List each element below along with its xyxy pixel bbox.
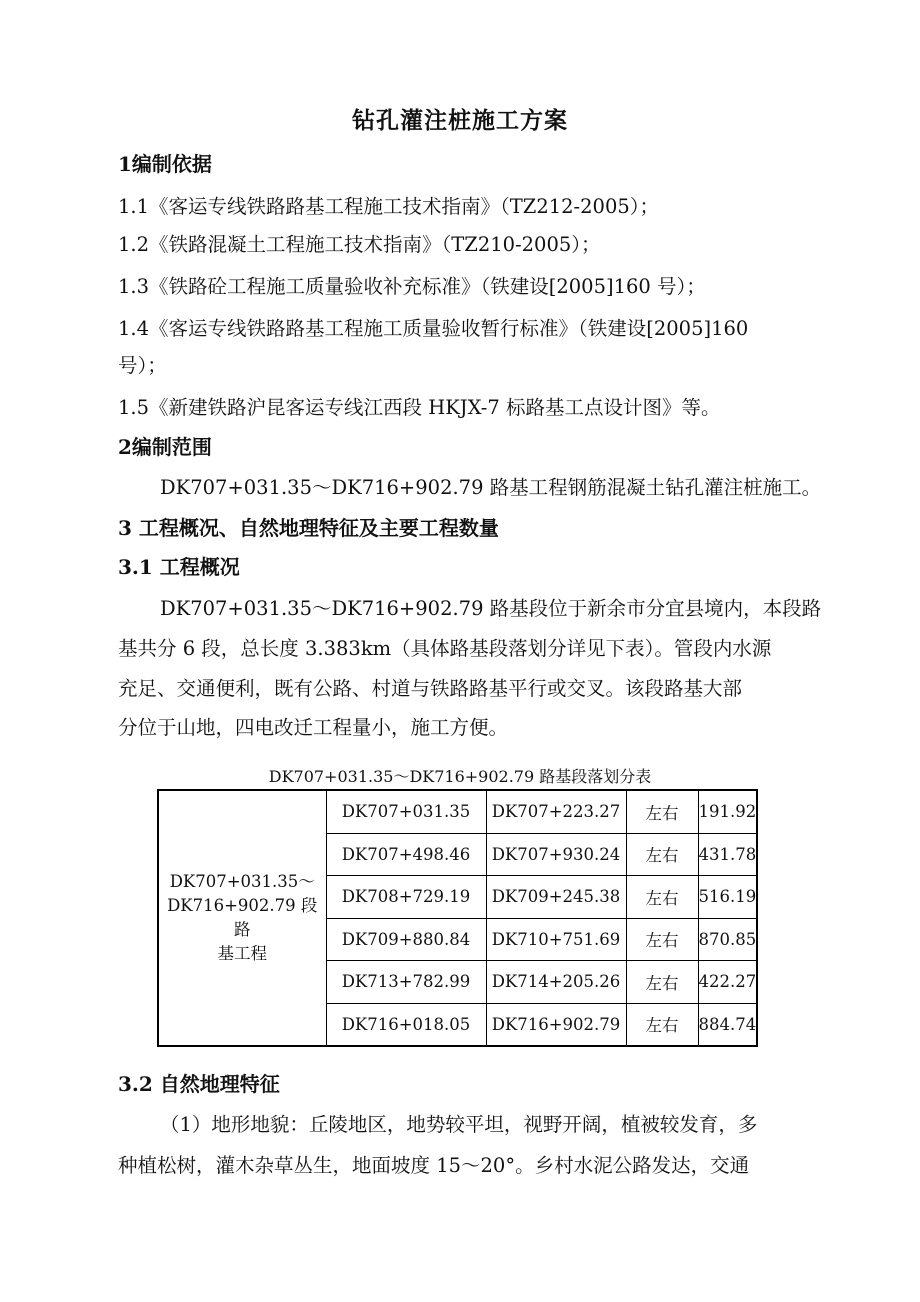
segment-group-name-line: 基工程 [217, 944, 267, 963]
length-cell: 884.74 [698, 1003, 757, 1046]
reference-item: 1.3《铁路砼工程施工质量验收补充标准》（铁建设[2005]160 号）； [118, 275, 706, 298]
overview-line: 充足、交通便利，既有公路、村道与铁路路基平行或交叉。该段路基大部 [118, 677, 743, 700]
end-mileage-cell: DK709+245.38 [486, 876, 626, 919]
overview-line: DK707+031.35～DK716+902.79 路基段位于新余市分宜县境内，本段路 [160, 597, 822, 620]
segment-table [157, 789, 758, 1047]
table-caption: DK707+031.35～DK716+902.79 路基段落划分表 [268, 767, 652, 786]
end-mileage-cell: DK716+902.79 [486, 1003, 626, 1046]
side-cell: 左右 [626, 961, 698, 1004]
side-cell: 左右 [626, 790, 698, 833]
start-mileage-cell: DK709+880.84 [326, 918, 486, 961]
length-cell: 431.78 [698, 833, 757, 876]
overview-line: 基共分 6 段，总长度 3.383km（具体路基段落划分详见下表）。管段内水源 [118, 637, 772, 660]
section-2-heading: 2编制范围 [118, 435, 212, 459]
table-row [158, 790, 757, 833]
end-mileage-cell: DK707+930.24 [486, 833, 626, 876]
start-mileage-cell: DK713+782.99 [326, 961, 486, 1004]
end-mileage-cell: DK714+205.26 [486, 961, 626, 1004]
reference-item: 1.5《新建铁路沪昆客运专线江西段 HKJX-7 标路基工点设计图》等。 [118, 396, 721, 419]
segment-group-name-line: DK716+902.79 段路 [167, 896, 318, 939]
side-cell: 左右 [626, 1003, 698, 1046]
geography-line: （1）地形地貌：丘陵地区，地势较平坦，视野开阔，植被较发育，多 [160, 1113, 758, 1136]
geography-line: 种植松树，灌木杂草丛生，地面坡度 15～20°。乡村水泥公路发达，交通 [118, 1154, 750, 1177]
side-cell: 左右 [626, 876, 698, 919]
reference-item-continued: 号）； [118, 354, 167, 377]
segment-group-name [158, 790, 326, 1046]
section-3-1-heading: 3.1 工程概况 [118, 555, 240, 579]
length-cell: 870.85 [698, 918, 757, 961]
start-mileage-cell: DK707+031.35 [326, 790, 486, 833]
start-mileage-cell: DK716+018.05 [326, 1003, 486, 1046]
side-cell: 左右 [626, 918, 698, 961]
overview-line: 分位于山地，四电改迁工程量小，施工方便。 [118, 716, 509, 739]
side-cell: 左右 [626, 833, 698, 876]
segment-table-body [158, 790, 757, 1046]
length-cell: 516.19 [698, 876, 757, 919]
end-mileage-cell: DK710+751.69 [486, 918, 626, 961]
section-1-heading: 1编制依据 [118, 152, 212, 176]
section-3-2-heading: 3.2 自然地理特征 [118, 1072, 280, 1096]
end-mileage-cell: DK707+223.27 [486, 790, 626, 833]
reference-item: 1.2《铁路混凝土工程施工技术指南》（TZ210-2005）； [118, 233, 601, 256]
reference-item: 1.1《客运专线铁路路基工程施工技术指南》（TZ212-2005）； [118, 195, 660, 218]
length-cell: 422.27 [698, 961, 757, 1004]
start-mileage-cell: DK708+729.19 [326, 876, 486, 919]
scope-text: DK707+031.35～DK716+902.79 路基工程钢筋混凝土钻孔灌注桩施工。 [160, 476, 822, 499]
reference-item: 1.4《客运专线铁路路基工程施工质量验收暂行标准》（铁建设[2005]160 [118, 317, 749, 340]
segment-group-name-line: DK707+031.35～ [169, 872, 315, 891]
start-mileage-cell: DK707+498.46 [326, 833, 486, 876]
length-cell: 191.92 [698, 790, 757, 833]
document-title: 钻孔灌注桩施工方案 [352, 107, 568, 134]
section-3-heading: 3 工程概况、自然地理特征及主要工程数量 [118, 516, 499, 540]
